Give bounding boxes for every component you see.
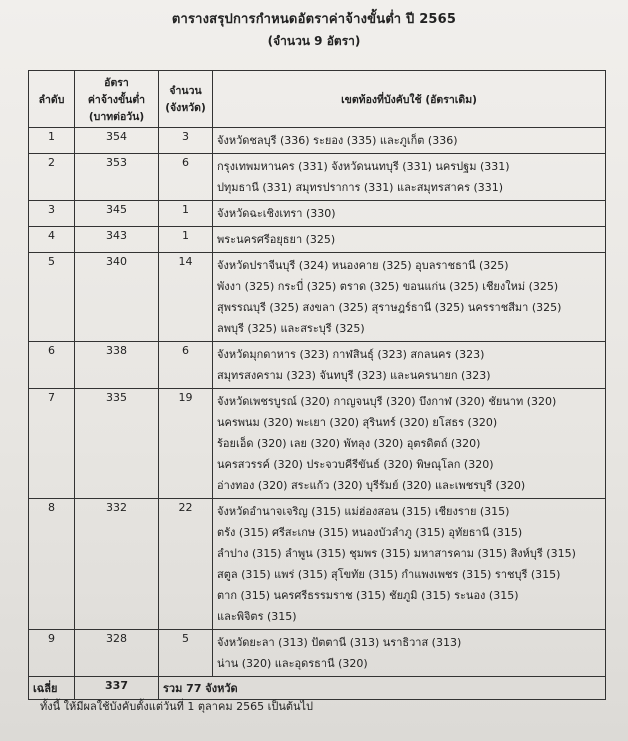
area-line: นครสวรรค์ (320) ประจวบคีรีขันธ์ (320) พิษณุโลก (320)	[217, 458, 494, 471]
row-rate: 338	[75, 342, 159, 389]
document-subtitle: (จำนวน 9 อัตรา)	[267, 34, 361, 48]
table-row	[29, 342, 606, 389]
area-line: ลพบุรี (325) และสระบุรี (325)	[217, 322, 365, 335]
table-body	[29, 128, 606, 677]
row-number: 4	[29, 227, 75, 253]
summary-rate: 337	[75, 677, 159, 700]
area-line: จังหวัดเพชรบูรณ์ (320) กาญจนบุรี (320) บึงกาฬ (320) ชัยนาท (320)	[217, 395, 557, 408]
row-rate: 340	[75, 253, 159, 342]
summary-label: เฉลี่ย	[29, 677, 75, 700]
row-number: 7	[29, 389, 75, 499]
row-rate: 332	[75, 499, 159, 630]
wage-table	[28, 70, 606, 700]
row-count: 1	[159, 201, 213, 227]
row-areas	[213, 342, 606, 389]
table-row	[29, 389, 606, 499]
area-line: จังหวัดมุกดาหาร (323) กาฬสินธุ์ (323) สกลนคร (323)	[217, 348, 485, 361]
row-rate: 328	[75, 630, 159, 677]
row-rate: 353	[75, 154, 159, 201]
document-title: ตารางสรุปการกำหนดอัตราค่าจ้างขั้นต่ำ ปี 2565	[171, 12, 457, 27]
area-line: สตูล (315) แพร่ (315) สุโขทัย (315) กำแพงเพชร (315) ราชบุรี (315)	[217, 568, 561, 581]
area-line: อ่างทอง (320) สระแก้ว (320) บุรีรัมย์ (320) และเพชรบุรี (320)	[217, 479, 526, 492]
header-count: จำนวน (จังหวัด)	[159, 71, 213, 128]
row-number: 5	[29, 253, 75, 342]
table-row	[29, 630, 606, 677]
area-line: สุพรรณบุรี (325) สงขลา (325) สุราษฎร์ธานี (325) นครราชสีมา (325)	[217, 301, 562, 314]
area-line: พระนครศรีอยุธยา (325)	[217, 233, 336, 246]
area-line: นครพนม (320) พะเยา (320) สุรินทร์ (320) ยโสธร (320)	[217, 416, 498, 429]
row-areas	[213, 630, 606, 677]
row-areas	[213, 128, 606, 154]
area-line: จังหวัดอำนาจเจริญ (315) แม่ฮ่องสอน (315) เชียงราย (315)	[217, 505, 510, 518]
row-number: 2	[29, 154, 75, 201]
area-line: ตาก (315) นครศรีธรรมราช (315) ชัยภูมิ (315) ระนอง (315)	[217, 589, 519, 602]
area-line: พังงา (325) กระบี่ (325) ตราด (325) ขอนแก่น (325) เชียงใหม่ (325)	[217, 280, 559, 293]
table-row	[29, 201, 606, 227]
area-line: และพิจิตร (315)	[217, 610, 297, 623]
row-number: 9	[29, 630, 75, 677]
summary-total: รวม 77 จังหวัด	[159, 677, 606, 700]
row-areas	[213, 154, 606, 201]
area-line: สมุทรสงคราม (323) จันทบุรี (323) และนครนายก (323)	[217, 369, 491, 382]
footnote: ทั้งนี้ ให้มีผลใช้บังคับตั้งแต่วันที่ 1 ตุลาคม 2565 เป็นต้นไป	[40, 700, 314, 713]
row-number: 3	[29, 201, 75, 227]
area-line: จังหวัดยะลา (313) ปัตตานี (313) นราธิวาส (313)	[217, 636, 462, 649]
table-row	[29, 499, 606, 630]
row-count: 22	[159, 499, 213, 630]
row-count: 19	[159, 389, 213, 499]
row-rate: 345	[75, 201, 159, 227]
row-areas	[213, 253, 606, 342]
row-areas	[213, 389, 606, 499]
row-count: 6	[159, 342, 213, 389]
header-order: ลำดับ	[29, 71, 75, 128]
table-row	[29, 253, 606, 342]
table-row	[29, 227, 606, 253]
table-row	[29, 154, 606, 201]
area-line: จังหวัดฉะเชิงเทรา (330)	[217, 207, 336, 220]
row-count: 6	[159, 154, 213, 201]
area-line: ลำปาง (315) ลำพูน (315) ชุมพร (315) มหาสารคาม (315) สิงห์บุรี (315)	[217, 547, 576, 560]
area-line: ปทุมธานี (331) สมุทรปราการ (331) และสมุทรสาคร (331)	[217, 181, 504, 194]
area-line: จังหวัดปราจีนบุรี (324) หนองคาย (325) อุบลราชธานี (325)	[217, 259, 509, 272]
row-number: 8	[29, 499, 75, 630]
row-rate: 343	[75, 227, 159, 253]
row-count: 1	[159, 227, 213, 253]
area-line: ร้อยเอ็ด (320) เลย (320) พัทลุง (320) อุตรดิตถ์ (320)	[217, 437, 481, 450]
header-rate: อัตรา ค่าจ้างขั้นต่ำ (บาทต่อวัน)	[75, 71, 159, 128]
header-area: เขตท้องที่บังคับใช้ (อัตราเดิม)	[213, 71, 606, 128]
area-line: น่าน (320) และอุดรธานี (320)	[217, 657, 368, 670]
area-line: ตรัง (315) ศรีสะเกษ (315) หนองบัวลำภู (315) อุทัยธานี (315)	[217, 526, 523, 539]
row-number: 6	[29, 342, 75, 389]
row-rate: 354	[75, 128, 159, 154]
row-count: 3	[159, 128, 213, 154]
area-line: กรุงเทพมหานคร (331) จังหวัดนนทบุรี (331) นครปฐม (331)	[217, 160, 510, 173]
row-count: 14	[159, 253, 213, 342]
row-number: 1	[29, 128, 75, 154]
row-areas	[213, 201, 606, 227]
table-row	[29, 128, 606, 154]
row-areas	[213, 227, 606, 253]
row-areas	[213, 499, 606, 630]
row-rate: 335	[75, 389, 159, 499]
row-count: 5	[159, 630, 213, 677]
area-line: จังหวัดชลบุรี (336) ระยอง (335) และภูเก็ต (336)	[217, 134, 458, 147]
table-header-row	[29, 71, 606, 128]
